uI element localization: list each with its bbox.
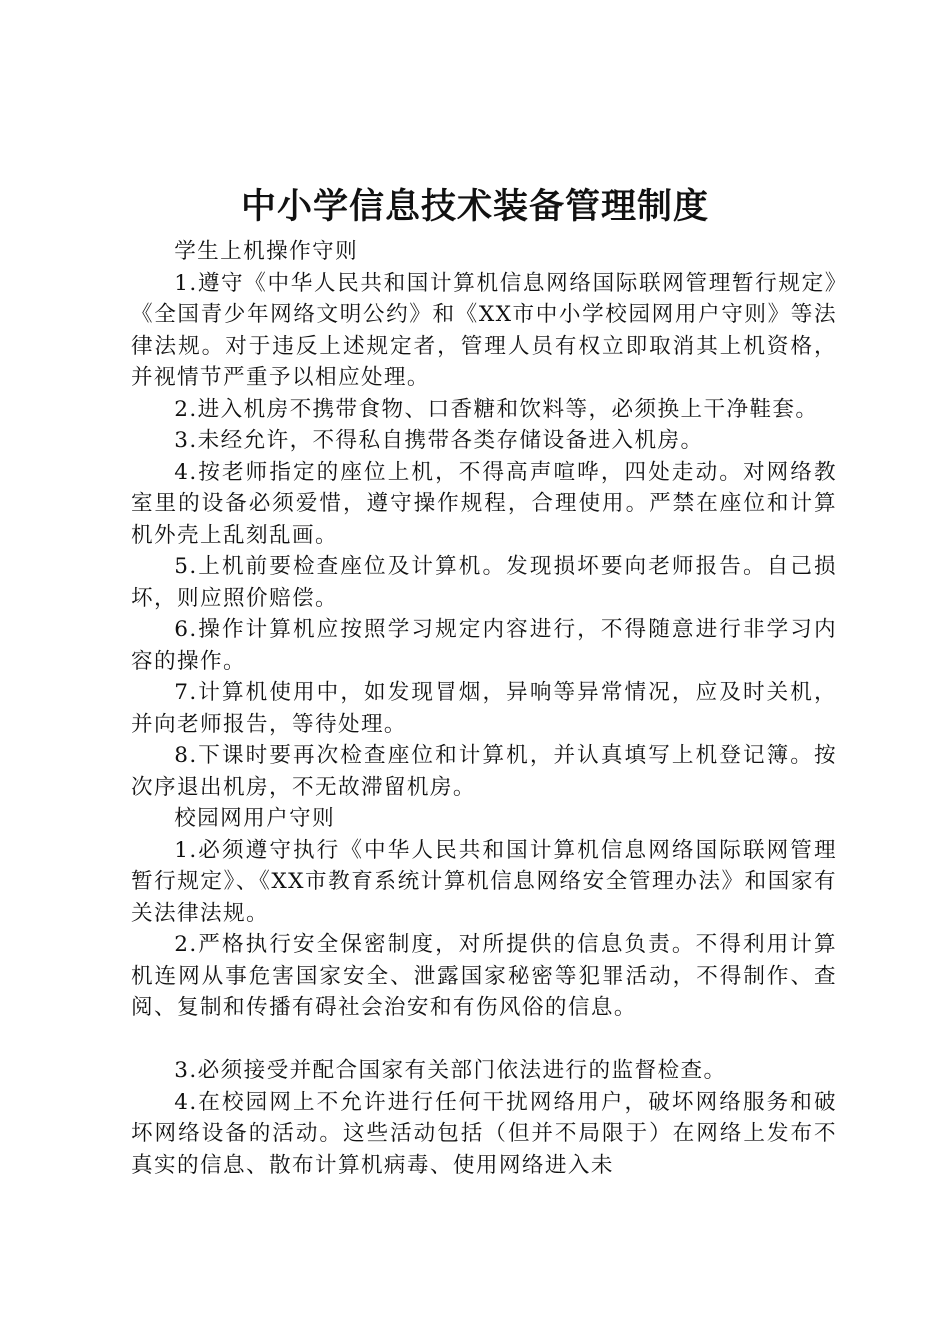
paragraph: 7.计算机使用中，如发现冒烟，异响等异常情况，应及时关机，并向老师报告，等待处理。 [131,680,837,737]
paragraph: 2.严格执行安全保密制度，对所提供的信息负责。不得利用计算机连网从事危害国家安全、泄露国家秘密等犯罪活动，不得制作、查阅、复制和传播有碍社会治安和有伤风俗的信息。 [131,932,837,1020]
section-heading-campus-network-rules: 校园网用户守则 [174,806,336,831]
paragraph: 1.必须遵守执行《中华人民共和国计算机信息网络国际联网管理暂行规定》、《XX市教育系统计算机信息网络安全管理办法》和国家有关法律法规。 [131,837,837,926]
paragraph: 8.下课时要再次检查座位和计算机，并认真填写上机登记簿。按次序退出机房，不无故滞留机房。 [131,743,837,800]
section-heading-student-rules: 学生上机操作守则 [174,239,359,264]
paragraph: 5.上机前要检查座位及计算机。发现损坏要向老师报告。自己损坏，则应照价赔偿。 [131,554,837,611]
paragraph: 4.按老师指定的座位上机，不得高声喧哗，四处走动。对网络教室里的设备必须爱惜，遵守操作规程，合理使用。严禁在座位和计算机外壳上乱刻乱画。 [131,459,837,548]
document-body [131,236,837,1181]
paragraph: 2.进入机房不携带食物、口香糖和饮料等，必须换上干净鞋套。 [174,396,819,422]
paragraph: 1.遵守《中华人民共和国计算机信息网络国际联网管理暂行规定》《全国青少年网络文明公约》和《XX市中小学校园网用户守则》等法律法规。对于违反上述规定者，管理人员有权立即取消其上机资格，并视情节严重予以相应处理。 [131,270,837,390]
paragraph: 4.在校园网上不允许进行任何干扰网络用户，破坏网络服务和破坏网络设备的活动。这些活动包括（但并不局限于）在网络上发布不真实的信息、散布计算机病毒、使用网络进入未 [131,1089,837,1178]
paragraph: 3.未经允许，不得私自携带各类存储设备进入机房。 [174,428,704,453]
document-title: 中小学信息技术装备管理制度 [240,186,709,227]
paragraph: 3.必须接受并配合国家有关部门依法进行的监督检查。 [174,1058,727,1083]
paragraph: 6.操作计算机应按照学习规定内容进行，不得随意进行非学习内容的操作。 [131,617,837,674]
